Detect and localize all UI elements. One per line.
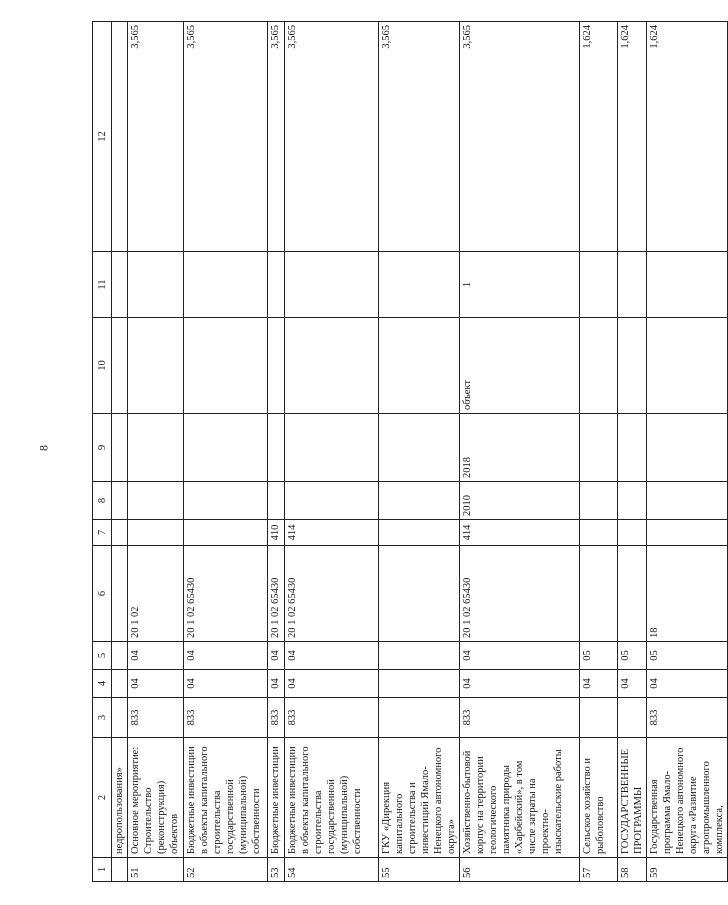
table-row — [580, 22, 618, 882]
table-row — [379, 22, 460, 882]
cell-col-3 — [618, 698, 647, 738]
cell-col-6: 20 1 02 — [128, 546, 184, 642]
cell-col-8 — [647, 482, 728, 520]
cell-col-8: 2010 — [460, 482, 580, 520]
cell-col-8 — [128, 482, 184, 520]
cell-col-10 — [647, 318, 728, 414]
cell-col-11 — [379, 252, 460, 318]
cell-col-1: 54 — [285, 858, 379, 882]
cell-col-5: 05 — [618, 642, 647, 670]
cell-col-9 — [184, 414, 268, 482]
cell-col-9 — [128, 414, 184, 482]
table-body — [93, 22, 728, 882]
cell-col-9: 2018 — [460, 414, 580, 482]
cell-col-7: 410 — [268, 520, 285, 546]
cell-col-7 — [379, 520, 460, 546]
col-header-9: 9 — [93, 414, 112, 482]
cell-col-10 — [184, 318, 268, 414]
cell-col-7 — [128, 520, 184, 546]
cell-col-1: 59 — [647, 858, 728, 882]
cell-col-4: 04 — [647, 670, 728, 698]
cell-col-12: 1,624 — [580, 22, 618, 252]
cell-col-5: 04 — [184, 642, 268, 670]
cell-col-10 — [128, 318, 184, 414]
table-row — [460, 22, 580, 882]
cell-col-8 — [379, 482, 460, 520]
cell-col-4: 04 — [285, 670, 379, 698]
cell-col-4 — [379, 670, 460, 698]
cell-col-3: 833 — [647, 698, 728, 738]
cell-col-12: 3,565 — [379, 22, 460, 252]
cell-col-11 — [128, 252, 184, 318]
cell-col-3: 833 — [184, 698, 268, 738]
cell-col-12: 3,565 — [285, 22, 379, 252]
cell-col-7 — [618, 520, 647, 546]
table-row — [618, 22, 647, 882]
table-row — [647, 22, 728, 882]
col-header-1: 1 — [93, 858, 112, 882]
page-number: 8 — [36, 445, 51, 451]
cell-col-7: 414 — [460, 520, 580, 546]
cell-col-11 — [580, 252, 618, 318]
cell-col-10 — [285, 318, 379, 414]
cell-col-6 — [580, 546, 618, 642]
cell-col-1: 55 — [379, 858, 460, 882]
cell-col-12: 3,565 — [268, 22, 285, 252]
col-header-11: 11 — [93, 252, 112, 318]
cell-col-9 — [618, 414, 647, 482]
cell-col-3: 833 — [285, 698, 379, 738]
cell-col-2: Основное мероприятие: Строительство (реконструкция) объектов — [128, 738, 184, 858]
cell-col-3: 833 — [268, 698, 285, 738]
cell-col-11 — [268, 252, 285, 318]
cell-col-4: 04 — [460, 670, 580, 698]
cell-col-9 — [268, 414, 285, 482]
cell-col-7 — [184, 520, 268, 546]
cell-col-3: 833 — [128, 698, 184, 738]
cell-col-1: 58 — [618, 858, 647, 882]
cell-col-6 — [379, 546, 460, 642]
col-header-5: 5 — [93, 642, 112, 670]
cell-col-1: 52 — [184, 858, 268, 882]
col-header-2: 2 — [93, 738, 112, 858]
cell-col-11 — [647, 252, 728, 318]
cell-col-1: 56 — [460, 858, 580, 882]
cell-col-10: объект — [460, 318, 580, 414]
cell-col-5: 05 — [580, 642, 618, 670]
cell-col-2: Хозяйственно-бытовой корпус на территории геологического памятника природы «Харбейский», в том числе затраты на проектно-изыскательские работы — [460, 738, 580, 858]
cell-col-11: 1 — [460, 252, 580, 318]
cell-col-9 — [285, 414, 379, 482]
cell-col-3 — [580, 698, 618, 738]
cell-col-2: ГКУ «Дирекция капитального строительства и инвестиций Ямало-Ненецкого автономного округа» — [379, 738, 460, 858]
cell-col-8 — [618, 482, 647, 520]
cell-col-12: 1,624 — [618, 22, 647, 252]
cell-col-6: 20 1 02 65430 — [285, 546, 379, 642]
cell-col-2: Государственная программа Ямало-Ненецкого автономного округа «Развитие агропромышленного комплекса, — [647, 738, 728, 858]
cell-col-12: 3,565 — [184, 22, 268, 252]
cell-col-2: ГОСУДАРСТВЕННЫЕ ПРОГРАММЫ — [618, 738, 647, 858]
col-header-3: 3 — [93, 698, 112, 738]
cell-col-5: 04 — [128, 642, 184, 670]
cell-col-12: 1,624 — [647, 22, 728, 252]
cell-col-11 — [285, 252, 379, 318]
cell-col-7 — [647, 520, 728, 546]
cell-col-9 — [379, 414, 460, 482]
cell-col-6 — [618, 546, 647, 642]
cell-col-7 — [580, 520, 618, 546]
cell-col-9 — [580, 414, 618, 482]
cell-col-12: 3,565 — [128, 22, 184, 252]
cell-col-6: 20 1 02 65430 — [460, 546, 580, 642]
cell-col-11 — [618, 252, 647, 318]
col-header-7: 7 — [93, 520, 112, 546]
cell-col-4: 04 — [618, 670, 647, 698]
cell-col-2: Бюджетные инвестиции в объекты капитального строительства государственной (муниципальной) собственности — [184, 738, 268, 858]
cell-col-3: 833 — [460, 698, 580, 738]
cell-col-6: 18 — [647, 546, 728, 642]
cell-col-7: 414 — [285, 520, 379, 546]
cell-col-4: 04 — [580, 670, 618, 698]
cell-col-5: 05 — [647, 642, 728, 670]
cell-col-5 — [379, 642, 460, 670]
table-row — [184, 22, 268, 882]
cell-col-9 — [647, 414, 728, 482]
cell-col-2: Бюджетные инвестиции в объекты капитального строительства государственной (муниципальной) собственности — [285, 738, 379, 858]
cell-col-8 — [268, 482, 285, 520]
cell-col-3 — [379, 698, 460, 738]
column-number-row — [93, 22, 112, 882]
cell-col-5: 04 — [285, 642, 379, 670]
cell-col-2: Сельское хозяйство и рыболовство — [580, 738, 618, 858]
table-row — [285, 22, 379, 882]
cell-col-1: 51 — [128, 858, 184, 882]
cell-col-10 — [618, 318, 647, 414]
cell-col-8 — [285, 482, 379, 520]
continuation-row — [112, 22, 128, 882]
cell-col-11 — [184, 252, 268, 318]
cell-col-12: 3,565 — [460, 22, 580, 252]
cell-col-1: 53 — [268, 858, 285, 882]
cell-col-6: 20 1 02 65430 — [184, 546, 268, 642]
budget-table — [92, 21, 728, 882]
cell-col-1: 57 — [580, 858, 618, 882]
table-row — [268, 22, 285, 882]
cell-col-4: 04 — [268, 670, 285, 698]
col-header-6: 6 — [93, 546, 112, 642]
cell-col-5: 04 — [268, 642, 285, 670]
cell-col-4: 04 — [128, 670, 184, 698]
cell-col-8 — [580, 482, 618, 520]
col-header-8: 8 — [93, 482, 112, 520]
col-header-10: 10 — [93, 318, 112, 414]
cell-col-6: 20 1 02 65430 — [268, 546, 285, 642]
rotated-table-container — [92, 22, 725, 882]
continuation-text: недропользования» — [112, 738, 128, 858]
cell-col-10 — [379, 318, 460, 414]
cell-col-8 — [184, 482, 268, 520]
col-header-12: 12 — [93, 22, 112, 252]
cell-col-5: 04 — [460, 642, 580, 670]
cell-col-2: Бюджетные инвестиции — [268, 738, 285, 858]
cell-col-10 — [580, 318, 618, 414]
table-row — [128, 22, 184, 882]
cell-col-4: 04 — [184, 670, 268, 698]
cell-col-10 — [268, 318, 285, 414]
col-header-4: 4 — [93, 670, 112, 698]
